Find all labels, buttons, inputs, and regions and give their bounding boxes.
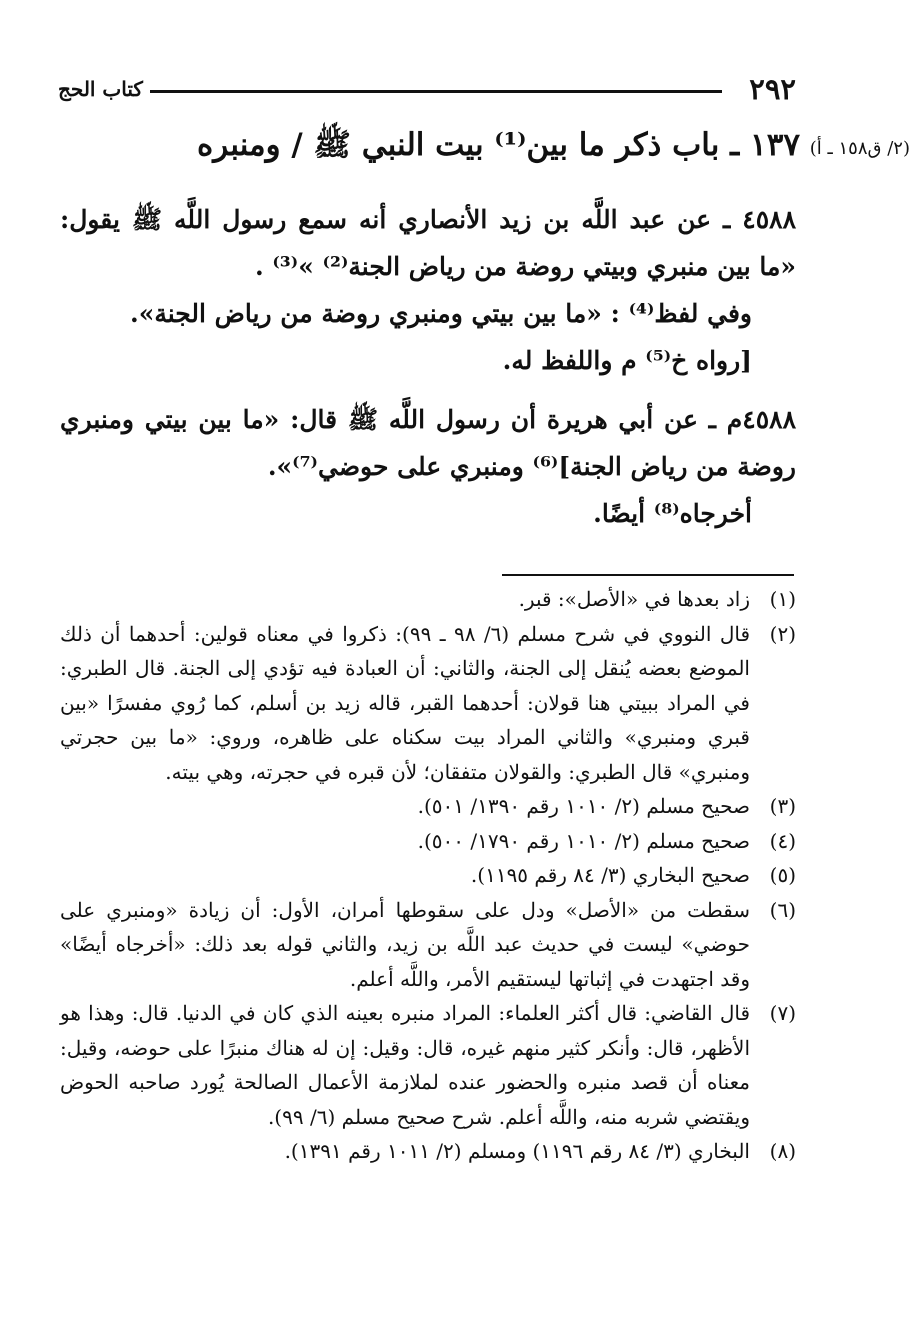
footnotes (60, 582, 796, 1169)
footnote-text: سقطت من «الأصل» ودل على سقوطها أمران، الأول: أن زيادة «ومنبري على حوضي» ليست في حديث عبد اللَّه بن زيد، والثاني قوله بعد ذلك: «أخرجاه أيضًا» وقد اجتهدت في إثباتها ليستقيم الأمر، واللَّه أعلم. (60, 897, 750, 991)
footnote-1 (60, 582, 796, 617)
footnote-text: صحيح مسلم (٢/ ١٠١٠ رقم ١٧٩٠/ ٥٠٠). (417, 828, 750, 853)
chapter-heading: ١٣٧ ـ باب ذكر ما بين⁽¹⁾ بيت النبي ﷺ / ومنبره (197, 127, 800, 163)
footnote-number: (٥) (769, 863, 796, 887)
footnote-text: البخاري (٣/ ٨٤ رقم ١١٩٦) ومسلم (٢/ ١٠١١ رقم ١٣٩١). (284, 1139, 750, 1163)
running-header (58, 70, 796, 110)
footnote-number: (٦) (769, 897, 796, 922)
footnote-number: (٣) (769, 794, 796, 818)
footnote-number: (١) (769, 587, 796, 611)
footnote-number: (٧) (769, 1001, 796, 1025)
footnote-number: (٤) (769, 828, 796, 853)
takhrij-note: أخرجاه⁽⁸⁾ أيضًا. (593, 499, 752, 528)
book-title: كتاب الحج (58, 77, 143, 101)
footnote-number: (٨) (769, 1139, 796, 1163)
footnote-3 (60, 789, 796, 824)
margin-reference: (٢/ ق١٥٨ ـ أ) (809, 138, 910, 159)
footnote-text: قال القاضي: قال أكثر العلماء: المراد منبره بعينه الذي كان في الدنيا. قال: وهذا هو الأظهر، قال: وأنكر كثير منهم غيره، قال: وقيل: إن له هناك منبرًا على حوضه، وقيل: معناه أن قصد منبره والحضور عنده لملازمة الأعمال الصالحة يُورد صاحبه الحوض ويقتضي شربه منه، واللَّه أعلم. شرح صحيح مسلم (٦/ ٩٩). (60, 1001, 750, 1129)
footnote-text: زاد بعدها في «الأصل»: قبر. (518, 587, 750, 611)
footnote-number: (٢) (769, 621, 796, 646)
footnote-2 (60, 617, 796, 790)
header-rule (150, 90, 722, 93)
footnote-8 (60, 1134, 796, 1169)
footnote-text: قال النووي في شرح مسلم (٦/ ٩٨ ـ ٩٩): ذكروا في معناه قولين: أحدهما أن ذلك الموضع بعضه يُنقل إلى الجنة، والثاني: أن العبادة فيه تؤدي إلى الجنة. قال الطبري: في المراد ببيتي هنا قولان: أحدهما القبر، قاله زيد بن أسلم، كما رُوي مفسرًا «بين قبري ومنبري» والثاني المراد بيت سكناه على ظاهره، وروي: «ما بين حجرتي ومنبري» قال الطبري: والقولان متفقان؛ لأن قبره في حجرته، وهي بيته. (60, 621, 750, 784)
page-number: ٢٩٢ (749, 72, 796, 106)
footnote-5 (60, 858, 796, 893)
variant-wording: وفي لفظ⁽⁴⁾ : «ما بين بيتي ومنبري روضة من رياض الجنة». (130, 299, 752, 328)
footnote-7 (60, 996, 796, 1134)
footnote-text: صحيح مسلم (٢/ ١٠١٠ رقم ١٣٩٠/ ٥٠١). (417, 794, 750, 818)
main-text (60, 196, 796, 537)
footnote-4 (60, 824, 796, 859)
hadith-4588: ٤٥٨٨ ـ عن عبد اللَّه بن زيد الأنصاري أنه سمع رسول اللَّه ﷺ يقول: «ما بين منبري وبيتي روضة من رياض الجنة⁽²⁾ »⁽³⁾ . (60, 205, 796, 281)
footnote-rule (502, 574, 794, 576)
narration-note: [رواه خ⁽⁵⁾ م واللفظ له. (502, 346, 752, 375)
footnote-6 (60, 893, 796, 997)
footnote-text: صحيح البخاري (٣/ ٨٤ رقم ١١٩٥). (470, 863, 750, 887)
hadith-4588m: ٤٥٨٨م ـ عن أبي هريرة أن رسول اللَّه ﷺ قال: «ما بين بيتي ومنبري روضة من رياض الجنة]⁽⁶⁾ ومنبري على حوضي⁽⁷⁾». (60, 405, 796, 481)
